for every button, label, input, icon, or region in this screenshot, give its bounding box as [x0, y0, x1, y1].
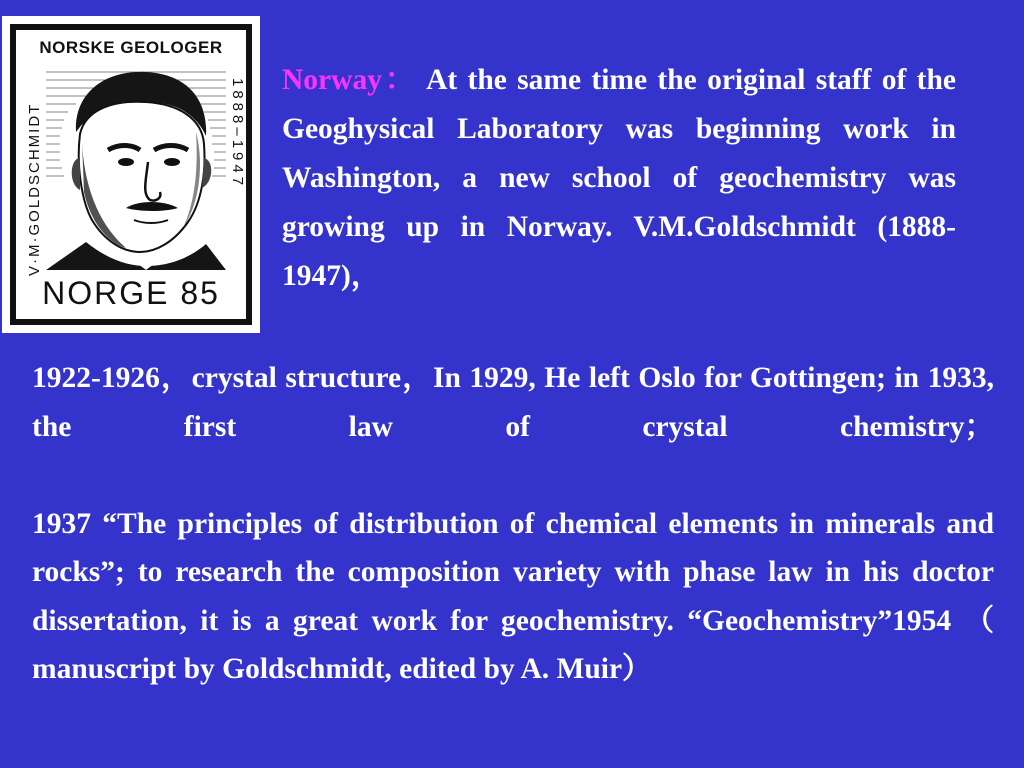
goldschmidt-stamp-image [2, 16, 260, 333]
stamp-frame [10, 24, 252, 325]
intro-paragraph [282, 56, 956, 301]
body-line-2: 1937 “The principles of distribution of chemical elements in minerals and rocks”; to research the composition variety with phase law in his doctor dissertation, it is a great work for geochemistry. “Geochemistry”1954 （ manuscript by Goldschmidt, edited by A. Muir） [32, 507, 994, 685]
portrait-engraving [46, 62, 226, 270]
highlight-punct: ： [381, 64, 418, 96]
highlight-norway: Norway [282, 64, 382, 96]
intro-text: At the same time the original staff of the Geoghysical Laboratory was beginning work in Washington, a new school of geochemistry was growing up in Norway. V.M.Goldschmidt (1888-1947)， [282, 64, 956, 292]
body-paragraph [32, 354, 994, 694]
stamp-inner [16, 30, 246, 319]
stamp-header: NORSKE GEOLOGER [39, 38, 223, 57]
stamp-footer: NORGE 85 [42, 275, 220, 311]
stamp-years-vertical: 1888–1947 [229, 78, 246, 190]
stamp-name-vertical: V·M·GOLDSCHMIDT [26, 102, 43, 276]
body-line-1: 1922-1926，crystal structure，In 1929, He left Oslo for Gottingen; in 1933, the first law of crystal chemistry； [32, 362, 994, 443]
